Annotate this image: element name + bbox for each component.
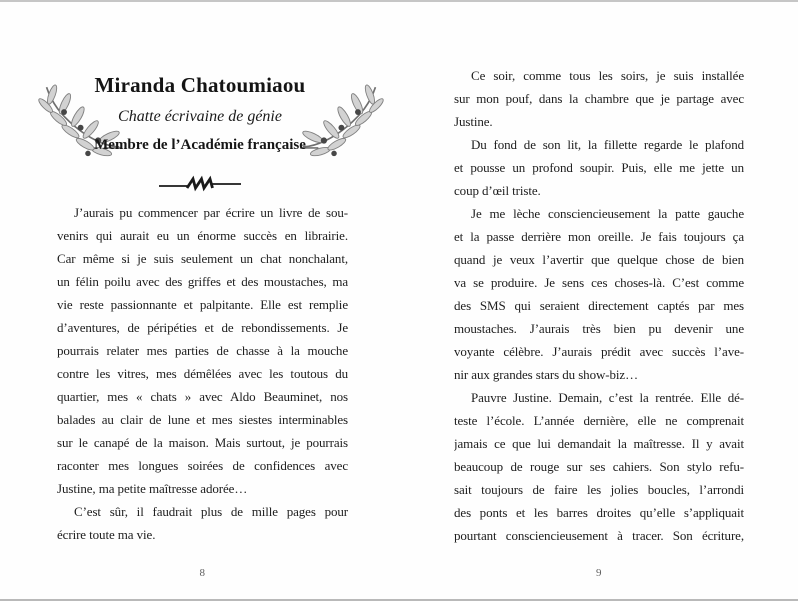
text-line: et la passe derrière mon oreille. Je fais toujours ça <box>454 229 744 244</box>
left-page-text <box>57 201 348 546</box>
text-line: contre les vitres, mes démêlées avec les toutous du <box>57 366 348 381</box>
text-line: sait toujours de faire les jolies boucles, l’arrondi <box>454 482 744 497</box>
text-line: Justine. <box>454 114 493 129</box>
text-line: balades au clair de lune et mes siestes interminables <box>57 412 348 427</box>
page-number-right: 9 <box>596 567 602 579</box>
text-line: pourtant consciencieusement à tracer. Son écriture, <box>454 528 744 543</box>
text-line: Je me lèche consciencieusement la patte gauche <box>471 206 744 221</box>
text-line: pourrais relater mes parties de chasse à la mouche <box>57 343 348 358</box>
book-subtitle: Chatte écrivaine de génie <box>118 108 282 125</box>
text-line: quand je veux l’avertir que quelque chose de bien <box>454 252 744 267</box>
text-line: Justine, ma petite maîtresse adorée… <box>57 481 248 496</box>
text-line: moustaches. J’aurais très bien pu devenir une <box>454 321 744 336</box>
text-line: voyante célèbre. J’aurais prédit avec succès l’ave- <box>454 344 744 359</box>
book-title: Miranda Chatoumiaou <box>94 73 306 97</box>
text-line: Car même si je suis seulement un chat nonchalant, <box>57 251 348 266</box>
text-line: coup d’œil triste. <box>454 183 541 198</box>
text-line: d’aventures, de péripéties et de rebondissements. Je <box>57 320 348 335</box>
book-affiliation: Membre de l’Académie française <box>94 137 306 153</box>
text-line: vie reste passionnante et palpitante. Elle est remplie <box>57 297 348 312</box>
text-line: C’est sûr, il faudrait plus de mille pages pour <box>74 504 348 519</box>
text-line: nir aux grandes stars du show-biz… <box>454 367 638 382</box>
text-line: va se produire. Je sens ces choses-là. C’est comme <box>454 275 744 290</box>
calligraphic-squiggle-divider-icon <box>157 173 243 195</box>
text-line: Pauvre Justine. Demain, c’est la rentrée. Elle dé- <box>471 390 744 405</box>
text-line: beaucoup de rouge sur ses cahiers. Son stylo refu- <box>454 459 744 474</box>
text-line: un félin poilu avec des griffes et des moustaches, ma <box>57 274 348 289</box>
text-line: raconter mes longues soirées de confidences avec <box>57 458 348 473</box>
text-line: jamais ce que lui demandait la maîtresse. Il y avait <box>454 436 744 451</box>
text-line: des SMS qui seraient directement captés par mes <box>454 298 744 313</box>
text-line: venirs qui aurait eu un énorme succès en librairie. <box>57 228 348 243</box>
text-line: des ponts et les barres droites qu’elle s’appliquait <box>454 505 744 520</box>
book-header <box>44 73 356 154</box>
text-line: sur le canapé de la maison. Mais surtout, je pourrais <box>57 435 348 450</box>
text-line: quartier, mes « chats » avec Aldo Beauminet, nos <box>57 389 348 404</box>
text-line: sur mon pouf, dans la chambre que je partage avec <box>454 91 744 106</box>
text-line: Ce soir, comme tous les soirs, je suis installée <box>471 68 744 83</box>
text-line: J’aurais pu commencer par écrire un livre de sou- <box>74 205 348 220</box>
text-line: et pousse un profond soupir. Puis, elle me jette un <box>454 160 744 175</box>
text-line: teste l’école. L’année dernière, elle ne comprenait <box>454 413 744 428</box>
text-line: Du fond de son lit, la fillette regarde le plafond <box>471 137 744 152</box>
page-number-left: 8 <box>199 567 206 579</box>
text-line: écrire toute ma vie. <box>57 527 156 542</box>
right-page-text <box>454 64 744 547</box>
